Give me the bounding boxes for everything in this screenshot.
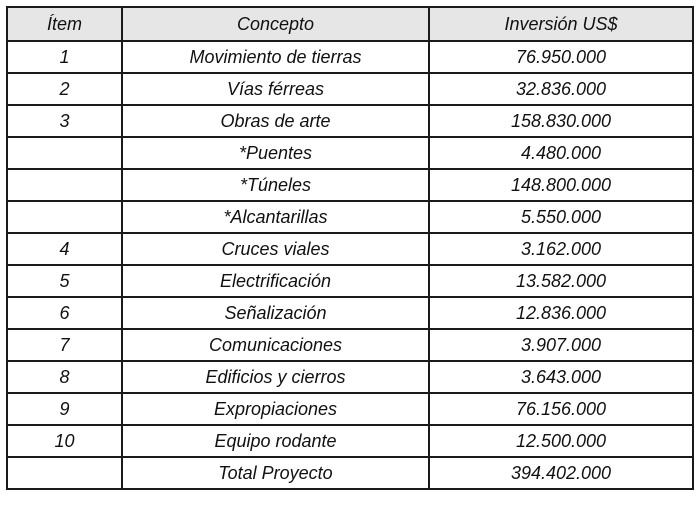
cell-inversion: 13.582.000 — [429, 265, 693, 297]
cell-item: 2 — [7, 73, 122, 105]
cell-item: 1 — [7, 41, 122, 73]
cell-concepto: *Alcantarillas — [122, 201, 429, 233]
cell-concepto: Edificios y cierros — [122, 361, 429, 393]
cell-item: 3 — [7, 105, 122, 137]
cell-concepto: Cruces viales — [122, 233, 429, 265]
total-row — [7, 457, 693, 489]
cell-inversion: 4.480.000 — [429, 137, 693, 169]
cell-item — [7, 201, 122, 233]
table-row — [7, 41, 693, 73]
cell-item: 5 — [7, 265, 122, 297]
header-concepto: Concepto — [122, 7, 429, 41]
table-row — [7, 297, 693, 329]
table-row — [7, 329, 693, 361]
cell-concepto: Comunicaciones — [122, 329, 429, 361]
investment-table — [6, 6, 694, 490]
header-item: Ítem — [7, 7, 122, 41]
header-row — [7, 7, 693, 41]
cell-concepto: Expropiaciones — [122, 393, 429, 425]
cell-item: 9 — [7, 393, 122, 425]
cell-inversion: 12.500.000 — [429, 425, 693, 457]
cell-item: 4 — [7, 233, 122, 265]
cell-inversion: 3.162.000 — [429, 233, 693, 265]
cell-concepto: Obras de arte — [122, 105, 429, 137]
cell-concepto: Electrificación — [122, 265, 429, 297]
cell-inversion: 3.643.000 — [429, 361, 693, 393]
cell-concepto: Señalización — [122, 297, 429, 329]
cell-item — [7, 137, 122, 169]
table-header — [7, 7, 693, 41]
table-row — [7, 361, 693, 393]
cell-item: 10 — [7, 425, 122, 457]
table-row — [7, 393, 693, 425]
cell-concepto: Movimiento de tierras — [122, 41, 429, 73]
cell-concepto: *Puentes — [122, 137, 429, 169]
cell-item — [7, 169, 122, 201]
cell-inversion: 76.156.000 — [429, 393, 693, 425]
cell-inversion-total: 394.402.000 — [429, 457, 693, 489]
cell-inversion: 76.950.000 — [429, 41, 693, 73]
cell-inversion: 5.550.000 — [429, 201, 693, 233]
cell-item: 7 — [7, 329, 122, 361]
table-row — [7, 105, 693, 137]
cell-concepto: Vías férreas — [122, 73, 429, 105]
table-row — [7, 233, 693, 265]
table-row — [7, 137, 693, 169]
cell-concepto: *Túneles — [122, 169, 429, 201]
cell-inversion: 148.800.000 — [429, 169, 693, 201]
cell-item: 6 — [7, 297, 122, 329]
table-row — [7, 169, 693, 201]
cell-inversion: 158.830.000 — [429, 105, 693, 137]
table-row — [7, 425, 693, 457]
cell-concepto-total: Total Proyecto — [122, 457, 429, 489]
table-row — [7, 73, 693, 105]
table-row — [7, 201, 693, 233]
header-inversion: Inversión US$ — [429, 7, 693, 41]
cell-inversion: 32.836.000 — [429, 73, 693, 105]
cell-item — [7, 457, 122, 489]
table-row — [7, 265, 693, 297]
cell-concepto: Equipo rodante — [122, 425, 429, 457]
cell-item: 8 — [7, 361, 122, 393]
cell-inversion: 3.907.000 — [429, 329, 693, 361]
cell-inversion: 12.836.000 — [429, 297, 693, 329]
table-body — [7, 41, 693, 489]
